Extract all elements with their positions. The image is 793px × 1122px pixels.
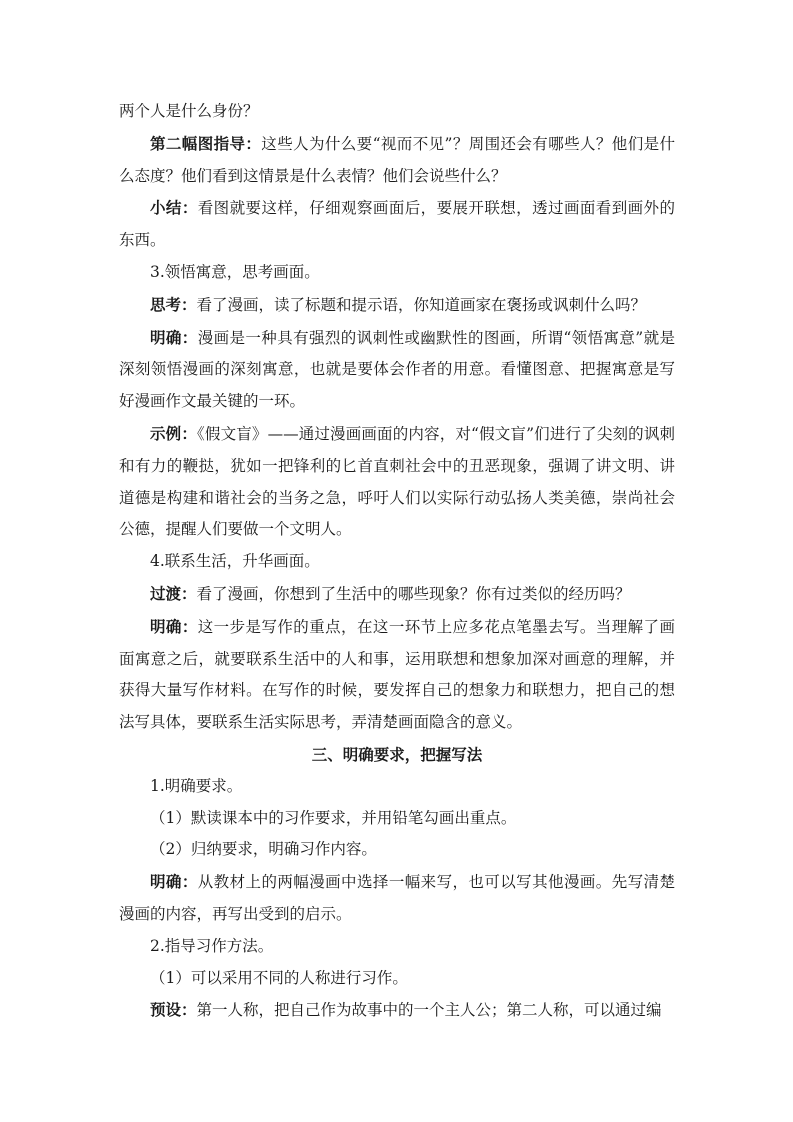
paragraph-text: 《假文盲》——通过漫画画面的内容，对“假文盲”们进行了尖刻的讽刺和有力的鞭挞，犹如一把锋利的匕首直刺社会中的丑恶现象，强调了讲文明、讲道德是构建和谐社会的当务之急，呼吁人们以实际行动弘扬人类美德，崇尚社会公德，提醒人们要做一个文明人。	[119, 424, 675, 539]
paragraph-clarify-2	[119, 611, 675, 739]
paragraph-think	[119, 289, 675, 322]
paragraph-step-3	[119, 257, 675, 289]
paragraph-text: 看了漫画，你想到了生活中的哪些现象？你有过类似的经历吗？	[196, 584, 631, 603]
paragraph-label: 示例：	[150, 423, 197, 443]
paragraph-step-4	[119, 546, 675, 578]
paragraph-label: 过渡：	[150, 583, 197, 603]
paragraph-transition	[119, 578, 675, 611]
paragraph-clarify-1	[119, 322, 675, 418]
paragraph-text: 1.明确要求。	[150, 776, 243, 795]
paragraph-text: 第一人称，把自己作为故事中的一个主人公；第二人称，可以通过编	[196, 1001, 662, 1020]
paragraph-label: 明确：	[150, 327, 198, 347]
paragraph-text: （2）归纳要求，明确习作内容。	[150, 840, 377, 859]
paragraph-text: 4.联系生活，升华画面。	[150, 552, 320, 571]
paragraph-label: 明确：	[150, 872, 198, 892]
paragraph-summary	[119, 192, 675, 257]
paragraph-label: 思考：	[150, 294, 197, 314]
paragraph-identity-question	[119, 96, 675, 128]
paragraph-example	[119, 418, 675, 546]
paragraph-clarify-3	[119, 866, 675, 931]
paragraph-method-2	[119, 931, 675, 963]
paragraph-text: 看了漫画，读了标题和提示语，你知道画家在褒扬或讽刺什么吗？	[196, 295, 647, 314]
paragraph-text: 从教材上的两幅漫画中选择一幅来写，也可以写其他漫画。先写清楚漫画的内容，再写出受到的启示。	[119, 873, 675, 923]
paragraph-preset	[119, 994, 675, 1027]
paragraph-label: 预设：	[150, 1000, 197, 1020]
paragraph-requirement-1	[119, 771, 675, 803]
paragraph-text: 看图就要这样，仔细观察画面后，要展开联想，透过画面看到画外的东西。	[119, 199, 675, 250]
paragraph-text: 漫画是一种具有强烈的讽刺性或幽默性的图画，所谓“领悟寓意”就是深刻领悟漫画的深刻寓意，也就是要体会作者的用意。看懂图意、把握寓意是写好漫画作文最关键的一环。	[119, 328, 675, 411]
paragraph-label: 明确：	[150, 616, 198, 636]
paragraph-text: （1）默读课本中的习作要求，并用铅笔勾画出重点。	[150, 808, 517, 827]
paragraph-text: 这一步是写作的重点，在这一环节上应多花点笔墨去写。当理解了画面寓意之后，就要联系生活中的人和事，运用联想和想象加深对画意的理解，并获得大量写作材料。在写作的时候，要发挥自己的想象力和联想力，把自己的想法写具体，要联系生活实际思考，弄清楚画面隐含的意义。	[119, 617, 675, 732]
paragraph-text: （1）可以采用不同的人称进行习作。	[150, 968, 408, 987]
paragraph-second-picture-guide	[119, 128, 675, 193]
section-heading: 三、明确要求，把握写法	[311, 744, 483, 764]
paragraph-text: 3.领悟寓意，思考画面。	[150, 262, 320, 281]
paragraph-text: 这些人为什么要“视而不见”？周围还会有哪些人？他们是什么态度？他们看到这情景是什么表情？他们会说些什么？	[119, 134, 675, 185]
paragraph-text: 两个人是什么身份？	[119, 102, 259, 120]
paragraph-requirement-1-2	[119, 834, 675, 866]
paragraph-label: 小结：	[150, 198, 198, 218]
paragraph-method-2-1	[119, 963, 675, 995]
paragraph-label: 第二幅图指导：	[150, 133, 262, 153]
paragraph-requirement-1-1	[119, 803, 675, 835]
document-body	[119, 96, 675, 1027]
paragraph-text: 2.指导习作方法。	[150, 936, 274, 955]
